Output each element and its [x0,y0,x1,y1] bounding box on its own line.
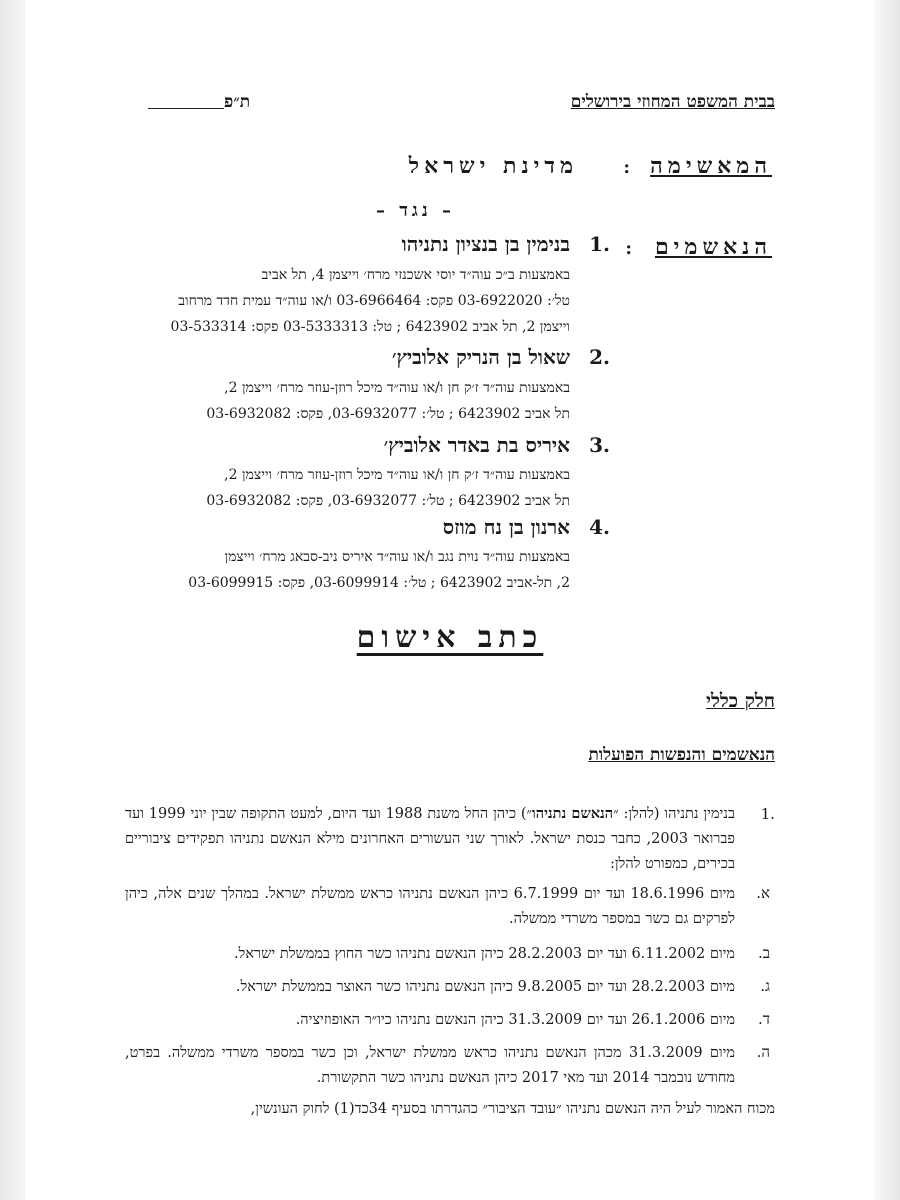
defendant-3-address [0,462,570,514]
address-line: באמצעות עוה״ד נוית נגב ו/או עוה״ד איריס ניב-סבאג מרח׳ וייצמן [224,549,570,565]
address-line: טל׳: 03-6922020 פקס: 03-6966464 ו/או עוה״ד עמית חדד מרחוב [178,293,570,309]
subitem-b-marker: ב. [758,944,770,962]
plaintiff-name: מדינת ישראל [408,153,578,179]
section-general-heading: חלק כללי [706,690,775,712]
paragraph-1-post: ״) כיהן החל משנת 1988 ועד היום, למעט התקופה שבין יוני 1999 ועד פברואר 2003, כחבר כנסת ישראל. לאורך שני העשורים האחרונים מילא הנאשם נתניהו תפקידים ציבוריים בכירים, כמפורט להלן: [125,806,735,872]
court-name: בבית המשפט המחוזי בירושלים [570,92,775,112]
prosecution-colon: : [623,157,630,178]
address-line: באמצעות ב״כ עוה״ד יוסי אשכנזי מרח׳ וייצמן 4, תל אביב [261,267,570,283]
document-title-text: כתב אישום [356,620,544,655]
paragraph-1-bold: הנאשם נתניהו [532,805,614,822]
defendant-3-name: איריס בת באדר אלוביץ׳ [383,433,570,457]
subitem-c-text: מיום 28.2.2003 ועד יום 9.8.2005 כיהן הנאשם נתניהו כשר האוצר בממשלת ישראל. [235,979,735,995]
defendant-4-address [0,544,570,596]
case-label: ת״פ [224,92,251,112]
section-parties-heading: הנאשמים והנפשות הפועלות [588,745,775,765]
defendant-4-name: ארנון בן נח מוזס [442,515,570,539]
subitem-b-text: מיום 6.11.2002 ועד יום 28.2.2003 כיהן הנאשם נתניהו כשר החוץ בממשלת ישראל. [233,946,735,962]
subitem-e-text: מיום 31.3.2009 מכהן הנאשם נתניהו כראש ממשלת ישראל, וכן כשר במספר משרדי ממשלה. בפרט, מחודש נובמבר 2014 ועד מאי 2017 כיהן הנאשם נתניהו כשר התקשורת. [125,1045,735,1086]
prosecution-label: המאשימה [650,153,772,179]
defendant-1-number: 1. [589,232,610,256]
subitem-d-marker: ד. [758,1010,770,1028]
case-number-field [140,92,250,112]
defendant-2-name: שאול בן הנריק אלוביץ׳ [391,345,570,369]
defendants-colon: : [625,238,632,259]
defendant-4-number: 4. [589,515,610,539]
defendant-3-number: 3. [589,433,610,457]
address-line: באמצעות עוה״ד ז׳ק חן ו/או עוה״ד מיכל רוזן-עוזר מרח׳ וייצמן 2, [224,380,570,396]
subitem-a-marker: א. [756,884,770,902]
versus-label: – נגד – [376,200,455,221]
document-title [0,620,900,655]
defendant-1-address [0,262,570,340]
address-line: תל אביב 6423902 ; טל׳: 03-6932077, פקס: 03-6932082 [206,406,570,422]
address-line: וייצמן 2, תל אביב 6423902 ; טל: 03-5333313 פקס: 03-533314 [170,319,570,335]
subitem-e-marker: ה. [756,1043,770,1061]
address-line: באמצעות עוה״ד ז׳ק חן ו/או עוה״ד מיכל רוזן-עוזר מרח׳ וייצמן 2, [224,467,570,483]
defendant-2-number: 2. [589,345,610,369]
defendant-2-address [0,375,570,427]
paragraph-1 [125,801,735,877]
address-line: תל אביב 6423902 ; טל׳: 03-6932077, פקס: 03-6932082 [206,493,570,509]
subitem-d-text: מיום 26.1.2006 ועד יום 31.3.2009 כיהן הנאשם נתניהו כיו״ר האופוזיציה. [295,1012,735,1028]
address-line: 2, תל-אביב 6423902 ; טל׳: 03-6099914, פקס: 03-6099915 [188,575,570,591]
page-shadow-right [874,0,900,1200]
subitem-c-marker: ג. [760,977,770,995]
closing-line: מכוח האמור לעיל היה הנאשם נתניהו ״עובד הציבור״ כהגדרתו בסעיף 34כד(1) לחוק העונשין, [250,1101,775,1117]
page-shadow-left [0,0,26,1200]
subitem-a-text: מיום 18.6.1996 ועד יום 6.7.1999 כיהן הנאשם נתניהו כראש ממשלת ישראל. במהלך שנים אלה, כיהן לפרקים גם כשר במספר משרדי ממשלה. [125,886,736,927]
defendants-label: הנאשמים [654,234,772,260]
paragraph-1-number: 1. [760,805,775,823]
defendant-1-name: בנימין בן בנציון נתניהו [401,232,570,256]
case-number-blank [148,108,224,109]
paragraph-1-pre: בנימין נתניהו (להלן: ״ [613,806,735,822]
